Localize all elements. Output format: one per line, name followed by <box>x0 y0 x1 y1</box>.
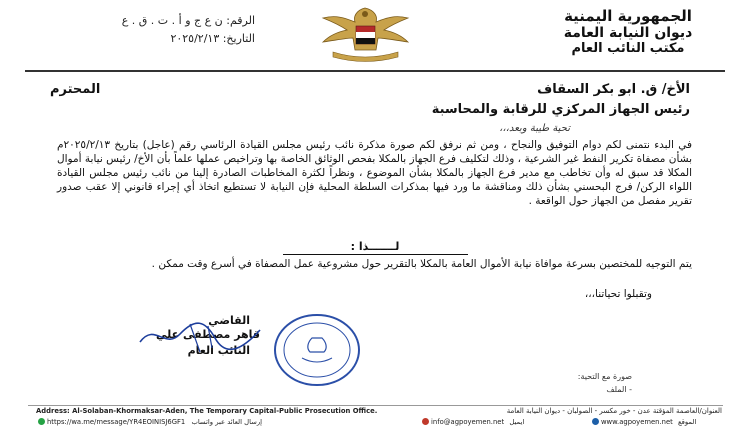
signature-name: قاهر مصطفى علي <box>155 328 260 341</box>
signature-block <box>90 312 290 392</box>
footer-email[interactable]: info@agpoyemen.net ايميل <box>420 418 524 426</box>
addressee-role: رئيس الجهاز المركزي للرقابة والمحاسبة <box>431 102 690 117</box>
greeting: تحية طيبة وبعد،،، <box>499 123 570 134</box>
footer-website[interactable]: www.agpoyemen.net الموقع <box>590 418 696 426</box>
header-divider <box>25 70 725 72</box>
department-name: مكتب النائب العام <box>571 41 685 56</box>
conclusion-paragraph: يتم التوجيه للمختصين بسرعة موافاة نيابة الأموال العامة بالمكلا بالتقرير حول مشروعية عمل المصفاة في أسرع وقت ممكن . <box>151 258 692 270</box>
footer-whatsapp[interactable]: https://wa.me/message/YR4EOINISJ6GF1 إرسال العائد عبر واتساب <box>36 418 262 426</box>
email-icon <box>422 418 429 425</box>
handwritten-signature-icon <box>130 312 280 362</box>
office-name: ديوان النيابة العامة <box>563 25 693 41</box>
whatsapp-icon <box>38 418 45 425</box>
reference-number: الرقم: ن ع ج و أ . ت . ق . ع <box>121 14 255 27</box>
institution-header <box>528 8 728 56</box>
globe-icon <box>592 418 599 425</box>
signature-position: النائب العام <box>187 344 250 357</box>
addressee-honorific: المحترم <box>50 82 101 97</box>
footer-divider <box>28 405 723 406</box>
cc-block <box>578 370 632 396</box>
conclusion-heading: لـــــــذا : <box>350 240 400 253</box>
country-name: الجمهورية اليمنية <box>564 7 692 25</box>
reference-block <box>55 12 255 48</box>
addressee-line <box>50 82 690 97</box>
cc-file: - الملف <box>606 385 632 394</box>
signature-title: القاضي <box>208 314 250 327</box>
letter-body: في البدء نتمنى لكم دوام التوفيق والنجاح ، ومن ثم نرفق لكم صورة مذكرة نائب رئيس مجلس القيادة الرئاسي رقم (عاجل) بتاريخ ٢٠٢٥/٢/١٣م بشأن مصفاة تكرير النفط غير الشرعية ، وذلك لتكليف فرع الجهاز بالمكلا بفحص الوثائق الخاصة بها وتراخيص عملها علماً بأن الأخ/ رئيس نيابة أموال المكلا قد سبق له وأن تخاطب مع مدير فرع الجهاز بالمكلا بشأن الموضوع ، ونظراً لكثرة المخاطبات الصادرة إلينا من نائب رئيس مجلس القيادة اللواء الركن/ فرج البحسني بشأن ذلك ومناقشة ما ورد فيها بمذكرات السلطة المحلية فإن النيابة لا تستطيع اتخاذ أي إجراء قانوني إلا عقب صدور تقرير مفصل من الجهاز حول الواقعة . <box>57 139 692 207</box>
footer-address-ar: العنوان/العاصمة المؤقتة عدن - خور مكسر - الصولبان - ديوان النيابة العامة <box>506 407 722 415</box>
yemen-eagle-emblem-icon <box>293 2 438 64</box>
closing-salutation: وتقبلوا تحياتنا،،، <box>584 288 652 300</box>
reference-date: التاريخ: ٢٠٢٥/٢/١٣ <box>170 32 255 45</box>
footer-address-en: Address: Al-Solaban-Khormaksar-Aden, The Temporary Capital-Public Prosecution Office. <box>36 407 378 415</box>
heading-underline <box>283 254 468 255</box>
addressee-name: الأخ/ ق. ابو بكر السقاف <box>537 82 690 97</box>
official-stamp-icon <box>272 312 362 388</box>
cc-line: صورة مع التحية: <box>577 372 632 381</box>
